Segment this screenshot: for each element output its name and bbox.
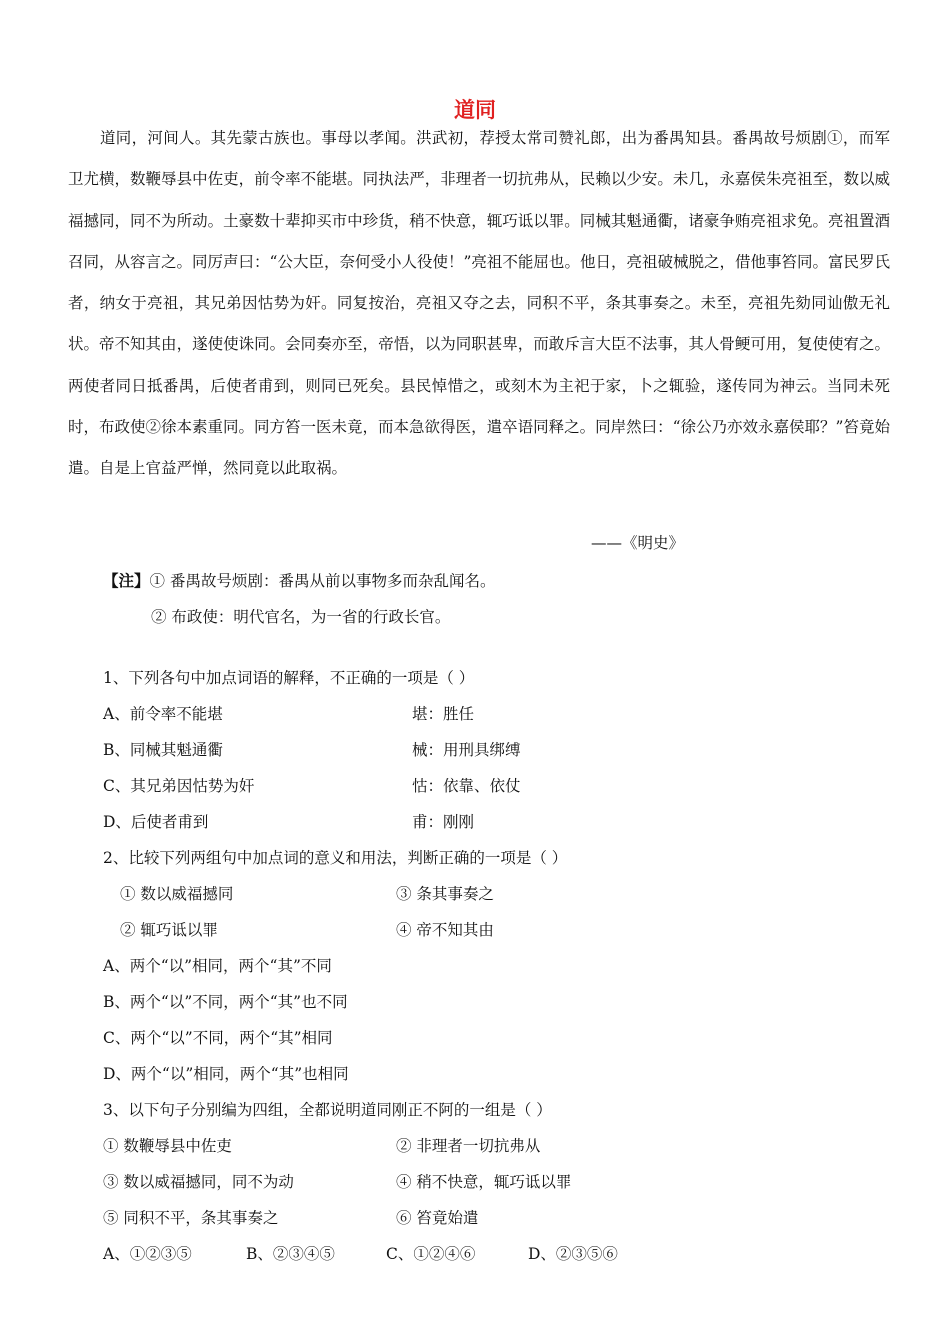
page-title: 道同 <box>454 98 496 122</box>
q1-option-b: B、同械其魁通衢 <box>103 741 223 759</box>
note-1-text: ① 番禺故号烦剧：番禺从前以事物多而杂乱闻名。 <box>149 572 496 590</box>
q3-choice-c: C、①②④⑥ <box>386 1245 476 1263</box>
q1-option-d: D、后使者甫到 <box>103 813 209 831</box>
q1-option-c-gloss: 怙：依靠、依仗 <box>412 777 521 795</box>
note-label: 【注】 <box>103 571 150 590</box>
source-citation: ——《明史》 <box>591 534 685 552</box>
q2-sentence-2: ② 辄巧诋以罪 <box>120 921 218 939</box>
question-2-stem: 2、比较下列两组句中加点词的意义和用法，判断正确的一项是（ ） <box>103 849 568 867</box>
q2-sentence-4: ④ 帝不知其由 <box>396 921 494 939</box>
note-1 <box>103 569 495 591</box>
question-3-stem: 3、以下句子分别编为四组，全都说明道同刚正不阿的一组是（ ） <box>103 1101 552 1119</box>
q3-item-3: ③ 数以威福撼同，同不为动 <box>103 1173 294 1191</box>
q3-item-1: ① 数鞭辱县中佐吏 <box>103 1137 232 1155</box>
q3-item-2: ② 非理者一切抗弗从 <box>396 1137 541 1155</box>
q3-item-6: ⑥ 笞竟始遣 <box>396 1209 479 1227</box>
q2-option-d: D、两个“以”相同，两个“其”也相同 <box>103 1065 349 1083</box>
q1-option-d-gloss: 甫：刚刚 <box>412 813 475 831</box>
q1-option-a-gloss: 堪：胜任 <box>412 705 475 723</box>
q3-choice-b: B、②③④⑤ <box>246 1245 335 1263</box>
q1-option-a: A、前令率不能堪 <box>103 705 223 723</box>
q1-option-c: C、其兄弟因怙势为奸 <box>103 777 255 795</box>
q3-choice-a: A、①②③⑤ <box>103 1245 192 1263</box>
note-2: ② 布政使：明代官名，为一省的行政长官。 <box>151 608 451 626</box>
q2-sentence-1: ① 数以威福撼同 <box>120 885 234 903</box>
q2-sentence-3: ③ 条其事奏之 <box>396 885 494 903</box>
question-1-stem: 1、下列各句中加点词语的解释，不正确的一项是（ ） <box>103 669 475 687</box>
q2-option-c: C、两个“以”不同，两个“其”相同 <box>103 1029 333 1047</box>
q3-item-4: ④ 稍不快意，辄巧诋以罪 <box>396 1173 572 1191</box>
q2-option-a: A、两个“以”相同，两个“其”不同 <box>103 957 332 975</box>
q2-option-b: B、两个“以”不同，两个“其”也不同 <box>103 993 348 1011</box>
q3-item-5: ⑤ 同积不平，条其事奏之 <box>103 1209 279 1227</box>
q1-option-b-gloss: 械：用刑具绑缚 <box>412 741 521 759</box>
q3-choice-d: D、②③⑤⑥ <box>528 1245 618 1263</box>
passage-text: 道同，河间人。其先蒙古族也。事母以孝闻。洪武初，荐授太常司赞礼郎，出为番禺知县。番禺故号烦剧①，而军卫尤横，数鞭辱县中佐吏，前令率不能堪。同执法严，非理者一切抗弗从，民赖以少安。未几，永嘉侯朱亮祖至，数以威福撼同，同不为所动。土豪数十辈抑买市中珍货，稍不快意，辄巧诋以罪。同械其魁通衢，诸豪争贿亮祖求免。亮祖置酒召同，从容言之。同厉声曰：“公大臣，奈何受小人役使！”亮祖不能屈也。他日，亮祖破械脱之，借他事笞同。富民罗氏者，纳女于亮祖，其兄弟因怙势为奸。同复按治，亮祖又夺之去，同积不平，条其事奏之。未至，亮祖先劾同讪傲无礼状。帝不知其由，遂使使诛同。会同奏亦至，帝悟，以为同职甚卑，而敢斥言大臣不法事，其人骨鲠可用，复使使宥之。两使者同日抵番禺，后使者甫到，则同已死矣。县民悼惜之，或刻木为主祀于家，卜之辄验，遂传同为神云。当同未死时，布政使②徐本素重同。同方笞一医未竟，而本急欲得医，遣卒语同释之。同岸然曰：“徐公乃亦效永嘉侯耶？”笞竟始遣。自是上官益严惮，然同竟以此取祸。 <box>68 129 890 478</box>
